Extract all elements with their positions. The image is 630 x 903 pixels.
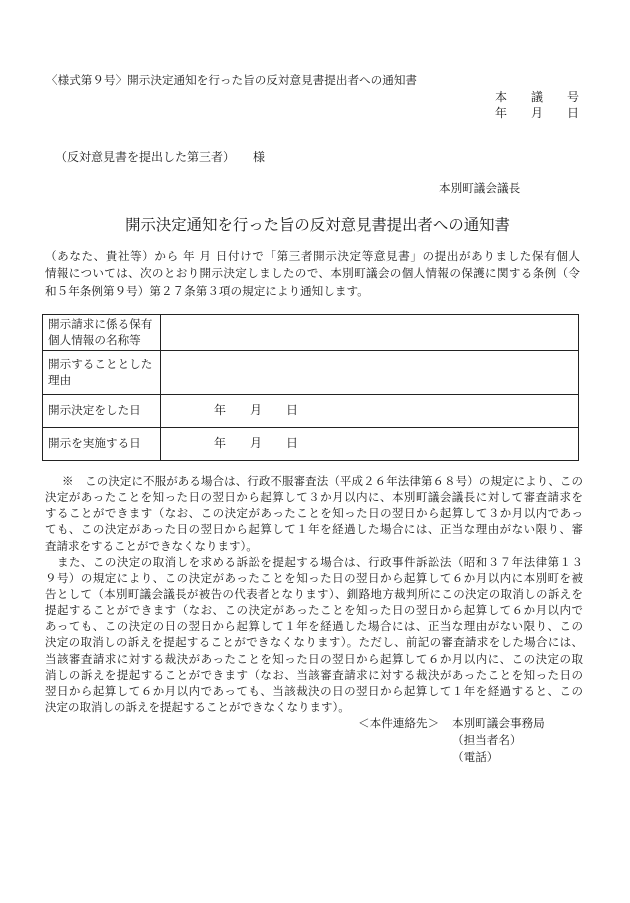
table-label-cell (43, 315, 161, 351)
notes-line: ※ この決定に不服がある場合は、行政不服審査法（平成２６年法律第６８号）の規定により、この (62, 474, 583, 488)
notes-line: 決定の取消しの訴えを提起することができなくなります）。 (45, 699, 350, 714)
sender-name: 本別町議会議長 (439, 181, 521, 195)
intro-line: 和５年条例第９号）第２７条第３項の規定により通知します。 (45, 283, 369, 298)
table-label-line: 開示請求に係る保有 (48, 317, 153, 331)
intro-line: 情報については、次のとおり開示決定しましたので、本別町議会の個人情報の保護に関する条例（令 (45, 266, 580, 281)
table-row (43, 428, 579, 461)
intro-line: （あなた、貴社等）から 年 月 日付けで「第三者開示決定等意見書」の提出がありました保有個人 (45, 249, 580, 263)
table-label-line: 開示することとした (48, 357, 153, 371)
table-label-cell (43, 395, 161, 428)
table-label-cell (43, 428, 161, 461)
notes-line: 翌日から起算して６か月以内であっても、当該裁決の日の翌日から起算して１年を経過すると、この (45, 683, 583, 698)
notes-line: あっても、この決定の日の翌日から起算して１年を経過した場合には、正当な理由がない限り、この (45, 619, 583, 634)
notes-line: 当該審査請求に対する裁決があったことを知った日の翌日から起算して６か月以内に、この決定の取 (45, 651, 583, 666)
notes-line: 査請求をすることができなくなります）。 (45, 538, 258, 553)
notes-line: 決定の取消しの訴えを提起することができなくなります）。ただし、前記の審査請求をした場合には、 (45, 635, 583, 650)
table-label-cell (43, 351, 161, 395)
document-title: 開示決定通知を行った旨の反対意見書提出者への通知書 (125, 216, 510, 234)
reference-number: 本 議 号 (495, 90, 580, 104)
table-label-line: 開示を実施する日 (48, 436, 141, 451)
addressee: （反対意見書を提出した第三者） 様 (55, 150, 266, 164)
disclosure-table (42, 314, 579, 461)
notes-line: 提起することができます（なお、この決定があったことを知った日の翌日から起算して６か月以内で (45, 603, 583, 618)
notes-line: ９号）の規定により、この決定があったことを知った日の翌日から起算して６か月以内に本別町を被 (45, 570, 583, 585)
table-row (43, 395, 579, 428)
table-value-cell: 年 月 日 (161, 395, 579, 428)
table-label-line: 開示決定をした日 (48, 403, 141, 418)
form-number-label: 〈様式第９号〉開示決定通知を行った旨の反対意見書提出者への通知書 (46, 73, 418, 87)
contact-label: ＜本件連絡先＞ (358, 716, 440, 730)
contact-phone: （電話） (452, 750, 499, 764)
table-label-line: 理由 (48, 372, 72, 387)
table-label-line: 個人情報の名称等 (48, 332, 141, 347)
notes-line: 決定があったことを知った日の翌日から起算して３か月以内に、本別町議会議長に対して審査請求を (45, 490, 583, 505)
notes-line: ても、この決定があった日の翌日から起算して１年を経過した場合には、正当な理由がない限り、審 (45, 522, 583, 537)
contact-person: （担当者名） (452, 733, 522, 747)
table-value-cell (161, 351, 579, 395)
notes-section (45, 473, 583, 715)
reference-date: 年 月 日 (495, 106, 580, 120)
table-value-cell (161, 315, 579, 351)
notes-line: 消しの訴えを提起することができます（なお、当該審査請求に対する裁決があったことを知った日の (45, 667, 583, 682)
table-row (43, 315, 579, 351)
notes-line: 告として（本別町議会議長が被告の代表者となります）、釧路地方裁判所にこの決定の取消しの訴えを (45, 586, 583, 601)
intro-paragraph (45, 248, 580, 300)
notes-line: また、この決定の取消しを求める訴訟を提起する場合は、行政事件訴訟法（昭和３７年法律第１３ (57, 554, 583, 569)
table-value-cell: 年 月 日 (161, 428, 579, 461)
contact-office: 本別町議会事務局 (452, 716, 545, 730)
table-row (43, 351, 579, 395)
notes-line: することができます（なお、この決定があったことを知った日の翌日から起算して３か月以内であっ (45, 506, 583, 521)
